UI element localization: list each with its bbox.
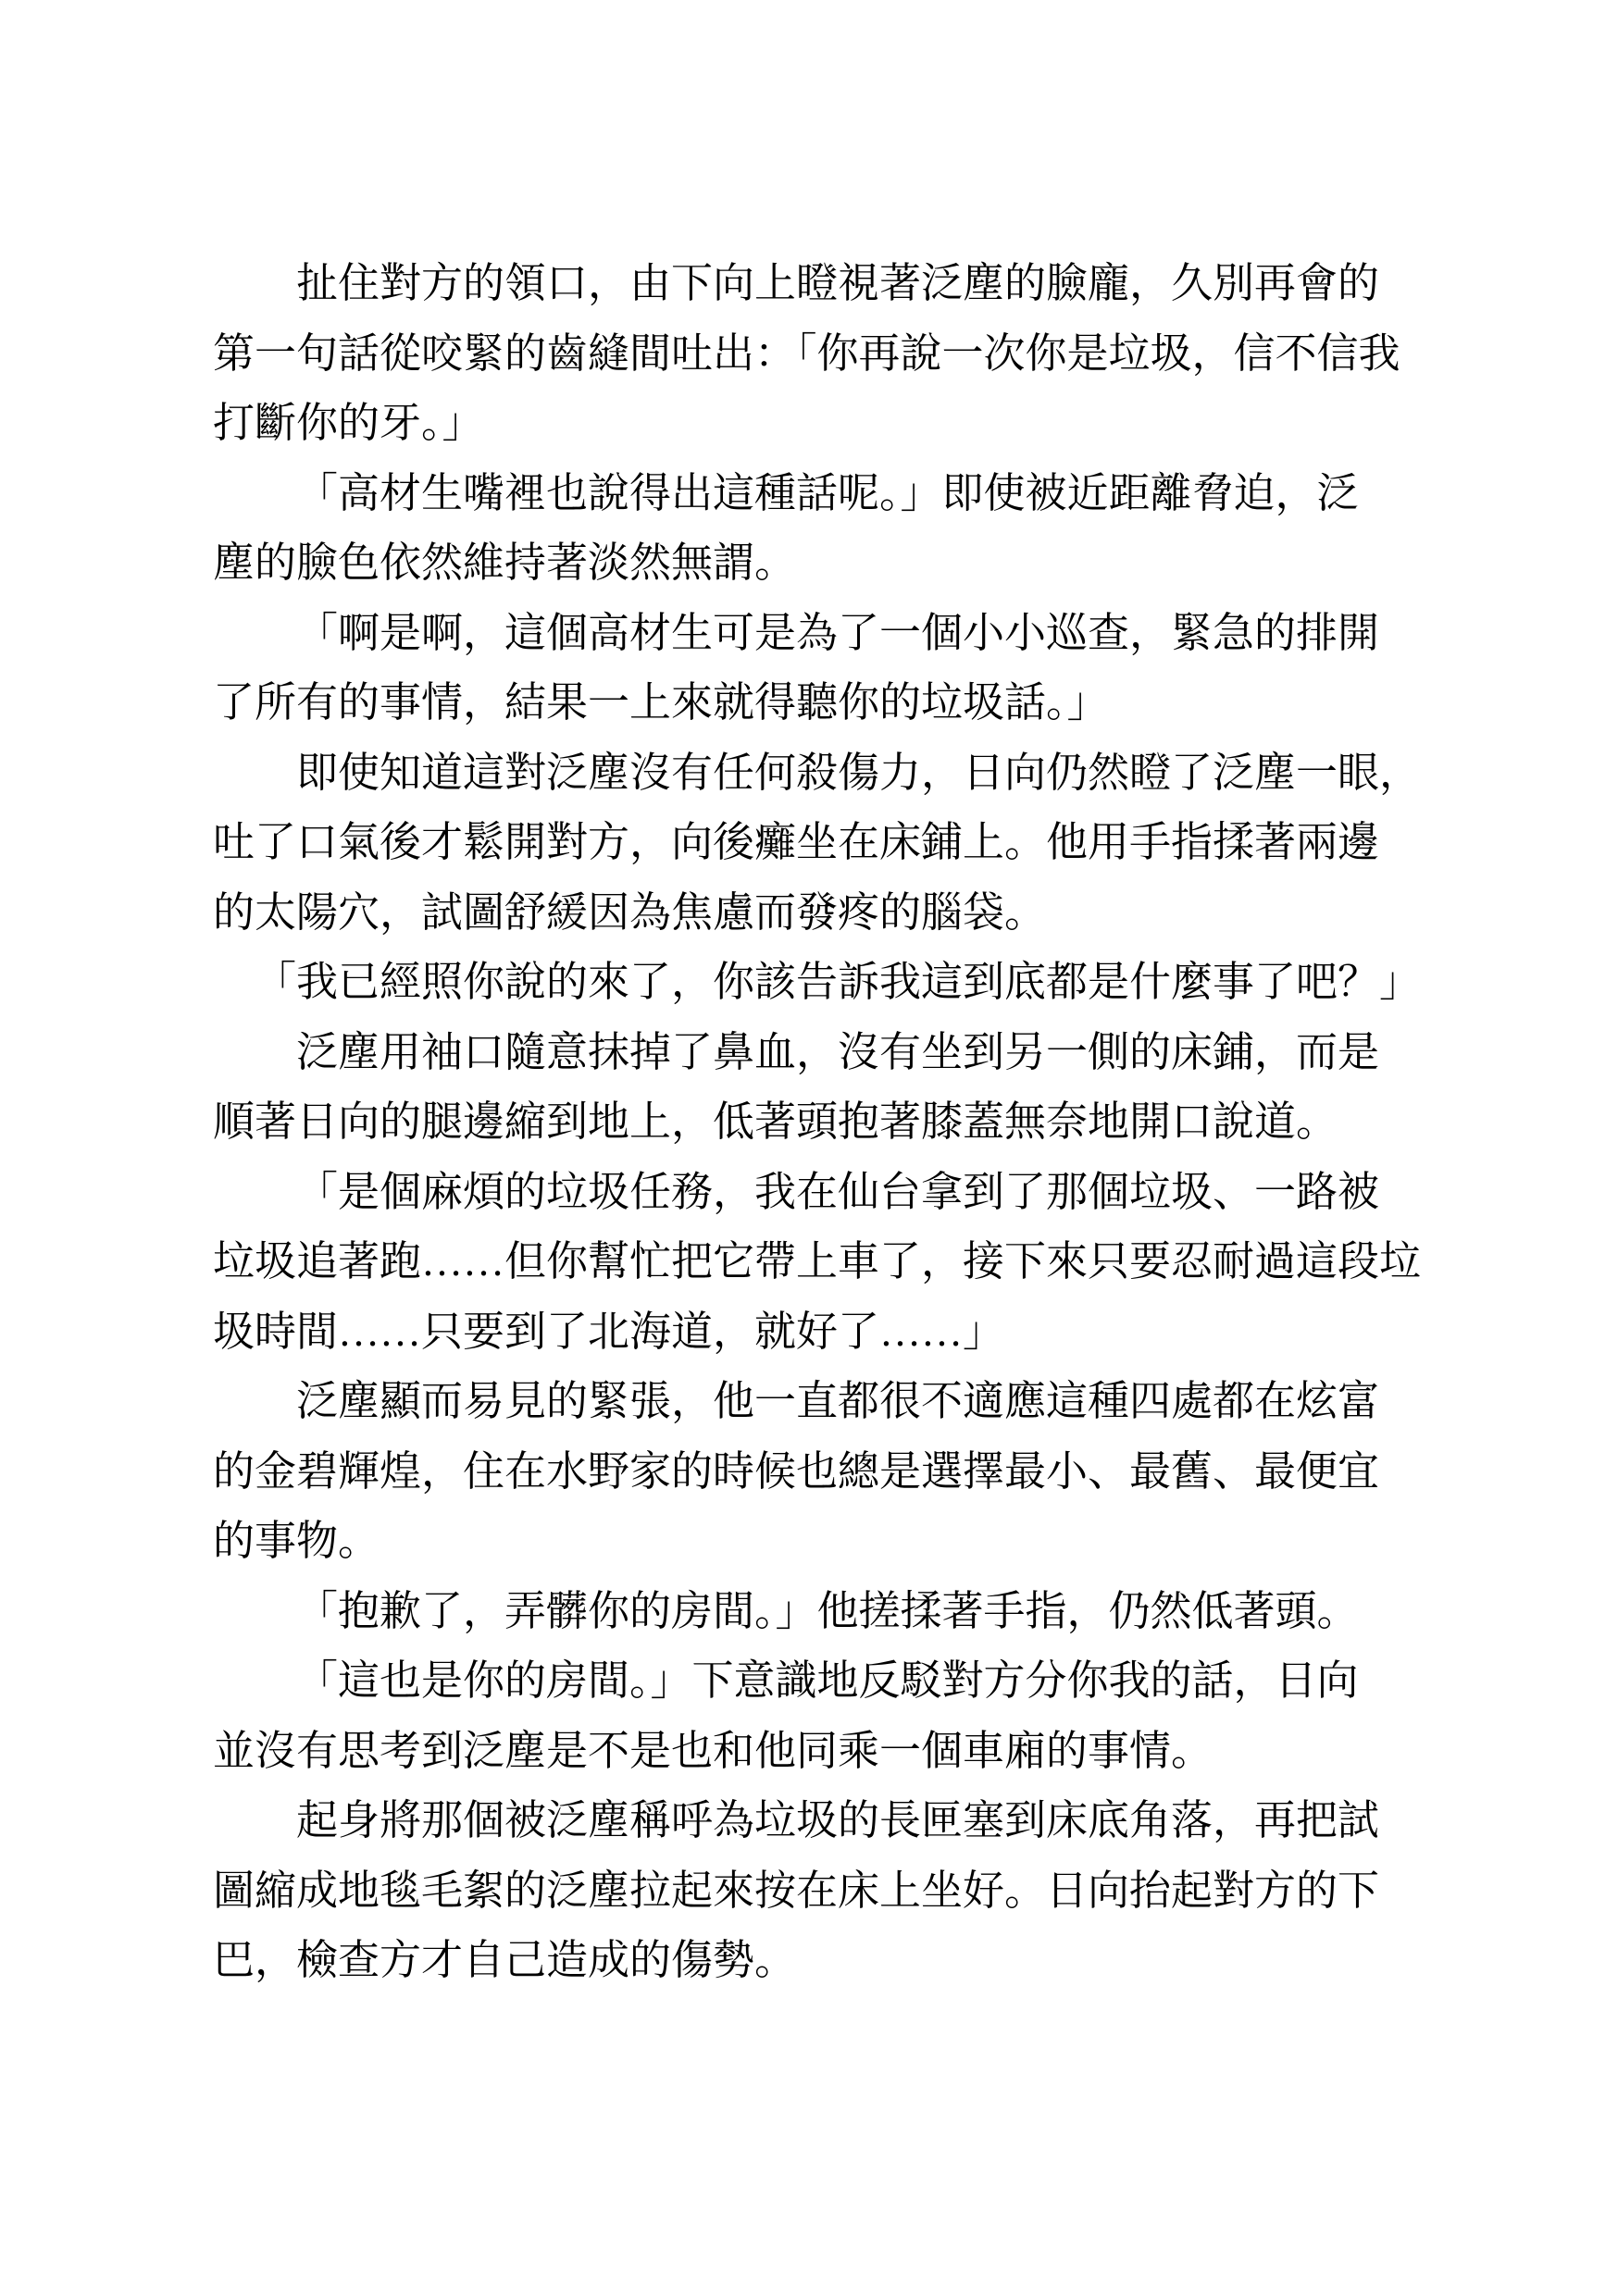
text-line: 「抱歉了，弄髒你的房間。」他搓揉著手指，仍然低著頭。 — [296, 1587, 1359, 1634]
text-line: 扯住對方的領口，由下向上瞪視著泛塵的臉龐，久別再會的 — [296, 260, 1380, 306]
text-line: 並沒有思考到泛塵是不是也和他同乘一個車廂的事情。 — [213, 1727, 1214, 1774]
text-line: 的太陽穴，試圖舒緩因為焦慮而發疼的腦袋。 — [213, 888, 1047, 936]
text-line: 圾時間……只要到了北海道，就好了……」 — [213, 1308, 1005, 1355]
text-line: 「我已經照你說的來了，你該告訴我這到底都是什麼事了吧？」 — [255, 959, 1422, 1005]
text-line: 即使知道這對泛塵沒有任何殺傷力，日向仍然瞪了泛塵一眼， — [296, 749, 1422, 796]
paragraph — [213, 1786, 1555, 1996]
paragraph — [213, 1577, 1555, 1647]
paragraph — [213, 738, 1555, 949]
text-line: 吐了口氣後才鬆開對方，向後癱坐在床鋪上。他用手指揉著兩邊 — [213, 819, 1380, 865]
text-line: 「啊是啊，這個高材生可是為了一個小小巡查，緊急的排開 — [296, 609, 1380, 656]
text-line: 圖縮成地毯毛絮的泛塵拉起來按在床上坐好。日向抬起對方的下 — [213, 1867, 1380, 1914]
paragraph — [213, 1367, 1555, 1577]
text-line: 「高材生嘴裡也說得出這種話呢。」即使被近距離脅迫，泛 — [296, 469, 1359, 516]
paragraph — [213, 948, 1555, 1018]
text-line: 的事物。 — [213, 1518, 380, 1564]
text-line: 打斷你的牙。」 — [213, 400, 484, 446]
paragraph — [213, 459, 1555, 599]
text-line: 泛塵顯而易見的緊張，他一直都很不適應這種四處都在炫富 — [296, 1378, 1380, 1424]
text-line: 第一句話從咬緊的齒縫間吐出：「你再說一次你是垃圾，信不信我 — [213, 329, 1400, 377]
text-line: 泛塵用袖口隨意抹掉了鼻血，沒有坐到另一側的床鋪，而是 — [296, 1028, 1380, 1075]
paragraph — [213, 1018, 1555, 1158]
paragraph — [213, 1646, 1555, 1786]
text-line: 了所有的事情，結果一上來就得聽你的垃圾話。」 — [213, 679, 1109, 726]
paragraph — [213, 599, 1555, 738]
text-line: 「是個麻煩的垃圾任務，我在仙台拿到了那個垃圾、一路被 — [296, 1168, 1380, 1215]
text-line: 起身將那個被泛塵稱呼為垃圾的長匣塞到床底角落，再把試 — [296, 1797, 1380, 1843]
body-text — [213, 249, 1555, 1996]
text-line: 垃圾追著跑……但你幫忙把它帶上車了，接下來只要忍耐過這段垃 — [213, 1238, 1422, 1285]
text-line: 順著日向的腿邊縮到地上，低著頭抱著膝蓋無奈地開口說道。 — [213, 1098, 1338, 1145]
text-line: 塵的臉色依然維持著淡然無謂。 — [213, 540, 797, 586]
text-line: 巴，檢查方才自己造成的傷勢。 — [213, 1937, 797, 1983]
paragraph — [213, 1158, 1555, 1368]
paragraph — [213, 249, 1555, 459]
text-line: 「這也是你的房間。」下意識地反駁對方分你我的話，日向 — [296, 1657, 1359, 1704]
text-line: 的金碧輝煌，住在水野家的時候也總是選擇最小、最舊、最便宜 — [213, 1447, 1380, 1495]
